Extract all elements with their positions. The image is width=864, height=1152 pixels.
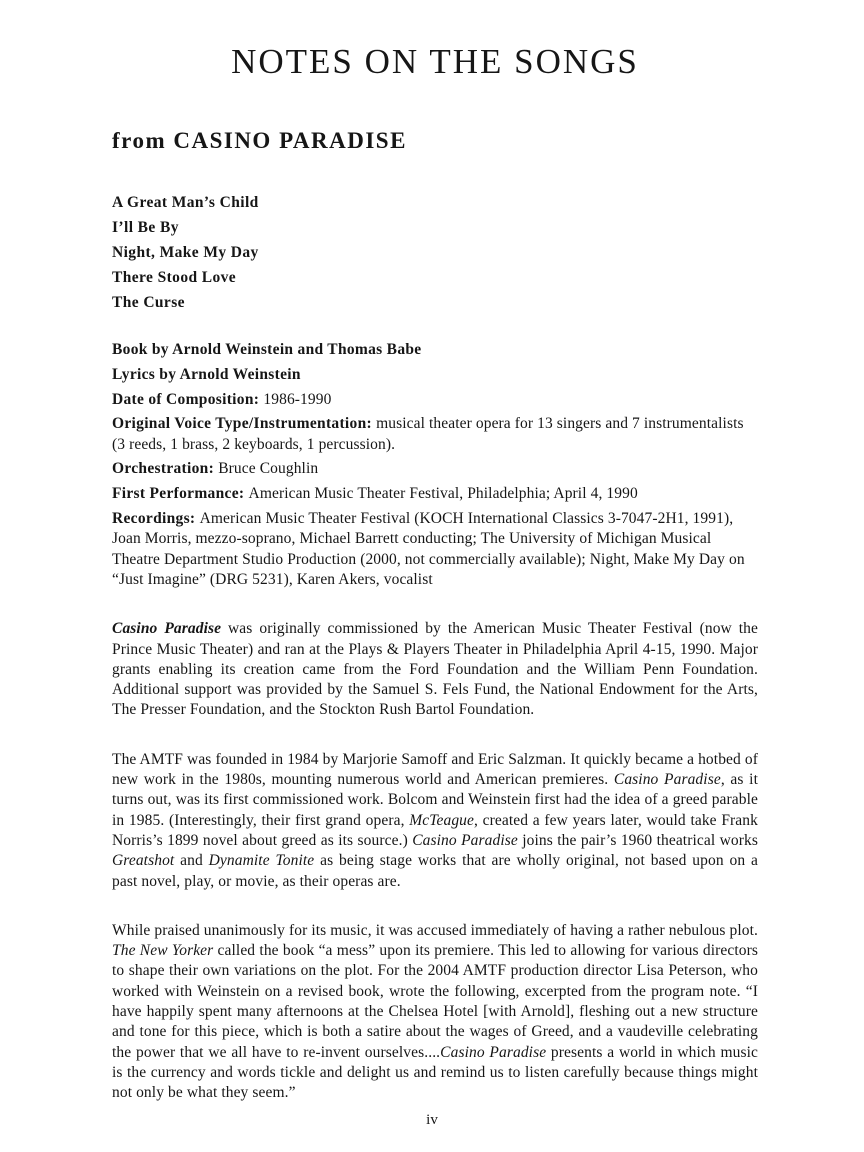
song-title: There Stood Love [112, 269, 237, 286]
credit-line: First Performance: American Music Theater Festival, Philadelphia; April 4, 1990 [112, 485, 638, 503]
song-title: Night, Make My Day [112, 244, 259, 261]
page-title: NOTES ON THE SONGS [231, 42, 639, 81]
paragraph: The AMTF was founded in 1984 by Marjorie Samoff and Eric Salzman. It quickly became a hotbed of new work in the 1980s, mounting numerous world and American premieres. Casino Paradise, as it turns out, was its first commissioned work. Bolcom and Weinstein first had the idea of a greed parable in 1985. (Interestingly, their first grand opera, McTeague, created a few years later, would take Frank Norris’s 1899 novel about greed as its source.) Casino Paradise joins the pair’s 1960 theatrical works Greatshot and Dynamite Tonite as being stage works that are wholly original, not based upon on a past novel, play, or movie, as their operas are. [112, 750, 758, 890]
credit-line: Date of Composition: 1986-1990 [112, 390, 332, 408]
song-title: The Curse [112, 294, 185, 311]
song-title: I’ll Be By [112, 219, 179, 236]
body-paragraphs [112, 619, 758, 1103]
credit-line: Orchestration: Bruce Coughlin [112, 460, 319, 478]
song-list [112, 190, 758, 315]
section-heading: from CASINO PARADISE [112, 128, 407, 153]
song-title: A Great Man’s Child [112, 194, 259, 211]
paragraph: Casino Paradise was originally commissioned by the American Music Theater Festival (now the Prince Music Theater) and ran at the Plays & Players Theater in Philadelphia April 4-15, 1990. Major grants enabling its creation came from the Ford Foundation and the William Penn Foundation. Additional support was provided by the Samuel S. Fels Fund, the National Endowment for the Arts, The Presser Foundation, and the Stockton Rush Bartol Foundation. [112, 620, 759, 719]
credit-line: Recordings: American Music Theater Festival (KOCH International Classics 3-7047-2H1, 1991), Joan Morris, mezzo-soprano, Michael Barrett conducting; The University of Michigan Musical Theatre Department Studio Production (2000, not commercially available); Night, Make My Day on “Just Imagine” (DRG 5231), Karen Akers, vocalist [112, 510, 745, 588]
credits-block [112, 340, 758, 590]
page-number: iv [426, 1112, 438, 1128]
credit-line: Book by Arnold Weinstein and Thomas Babe [112, 341, 422, 358]
credit-line: Lyrics by Arnold Weinstein [112, 365, 301, 383]
credit-line: Original Voice Type/Instrumentation: musical theater opera for 13 singers and 7 instrumentalists (3 reeds, 1 brass, 2 keyboards, 1 percussion). [112, 415, 744, 453]
paragraph: While praised unanimously for its music, it was accused immediately of having a rather nebulous plot. The New Yorker called the book “a mess” upon its premiere. This led to allowing for various directors to shape their own variations on the plot. For the 2004 AMTF production director Lisa Peterson, who worked with Weinstein on a revised book, wrote the following, excerpted from the program note. “I have happily spent many afternoons at the Chelsea Hotel [with Arnold], fleshing out a new structure and tone for this piece, which is both a satire about the wages of Greed, and a vaudeville celebrating the power that we all have to re-invent ourselves....Casino Paradise presents a world in which music is the currency and words tickle and delight us and remind us to listen carefully because things might not only be what they seem.” [112, 921, 758, 1102]
